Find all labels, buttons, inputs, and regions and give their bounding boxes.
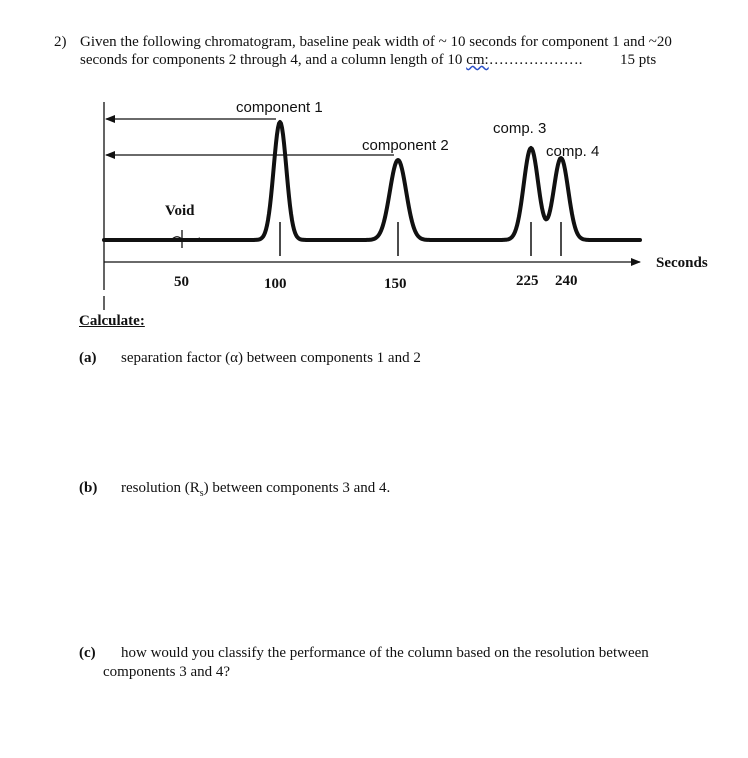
part-b-text [121, 480, 390, 499]
tick-label-240: 240 [555, 273, 578, 289]
part-c-label: (c) [79, 645, 96, 661]
part-b-text-post: ) between components 3 and 4. [203, 480, 391, 496]
peak-label-component-2: component 2 [362, 137, 449, 154]
question-number: 2) [54, 34, 67, 50]
peak-label-component-1: component 1 [236, 99, 323, 116]
calculate-heading: Calculate: [79, 313, 145, 329]
cm-unit-link[interactable]: cm: [466, 52, 489, 68]
peak-label-comp-3: comp. 3 [493, 120, 547, 137]
void-label: Void [165, 203, 195, 219]
part-b-subscript: s [199, 488, 204, 499]
part-c-line-1: how would you classify the performance of the column based on the resolution between [121, 645, 649, 661]
peak-label-comp-4: comp. 4 [546, 143, 600, 160]
part-c-line-2: components 3 and 4? [103, 664, 231, 680]
part-b-label: (b) [79, 480, 98, 496]
tick-label-100: 100 [264, 276, 287, 292]
tick-label-150: 150 [384, 276, 407, 292]
tick-label-50: 50 [174, 274, 189, 290]
part-a-label: (a) [79, 350, 97, 366]
question-line-2-text: seconds for components 2 through 4, and a column length of 10 [80, 52, 467, 68]
x-axis-label: Seconds [656, 255, 708, 271]
tick-label-225: 225 [516, 273, 539, 289]
dotted-leader: ………………. [488, 52, 583, 68]
part-b-text-pre: resolution (R [121, 480, 200, 496]
part-a-text: separation factor (α) between components 1 and 2 [121, 350, 421, 366]
question-line-1: Given the following chromatogram, baseline peak width of ~ 10 seconds for component 1 and ~20 [80, 34, 672, 50]
points-label: 15 pts [620, 52, 657, 68]
